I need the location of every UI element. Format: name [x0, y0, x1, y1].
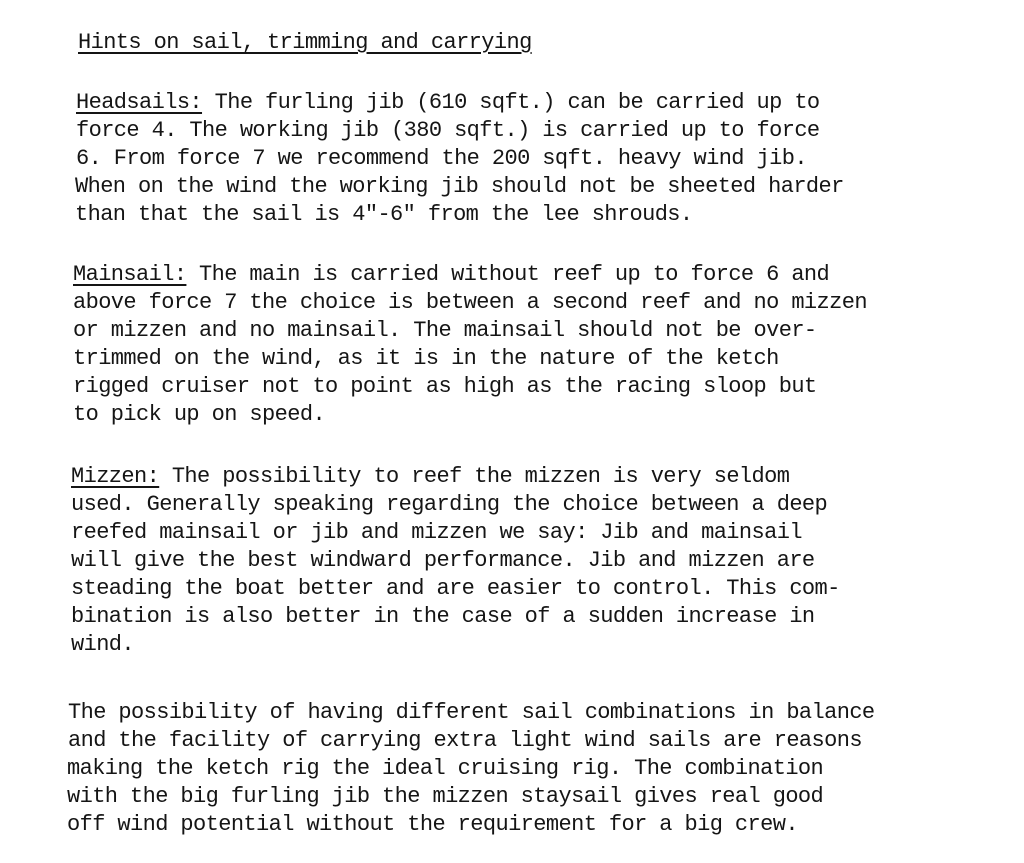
mainsail-heading: Mainsail:: [73, 262, 187, 287]
mainsail-line-6: to pick up on speed.: [73, 402, 326, 427]
mizzen-heading: Mizzen:: [71, 464, 160, 489]
mainsail-line-3: or mizzen and no mainsail. The mainsail should not be over-: [73, 318, 817, 343]
mizzen-line-5: steading the boat better and are easier to control. This com-: [71, 576, 840, 601]
closing-line-5: off wind potential without the requirement for a big crew.: [67, 812, 798, 837]
headsails-line-1: [76, 90, 820, 116]
mizzen-line-4: will give the best windward performance. Jib and mizzen are: [71, 548, 815, 573]
mizzen-line-7: wind.: [71, 632, 135, 657]
headsails-line-4: When on the wind the working jib should not be sheeted harder: [75, 174, 844, 199]
mainsail-line-1: [73, 262, 829, 288]
closing-line-4: with the big furling jib the mizzen staysail gives real good: [67, 784, 824, 809]
mizzen-line-2: used. Generally speaking regarding the choice between a deep: [71, 492, 828, 517]
mainsail-line-2: above force 7 the choice is between a second reef and no mizzen: [73, 290, 867, 315]
headsails-line-2: force 4. The working jib (380 sqft.) is carried up to force: [76, 118, 820, 143]
mainsail-line-5: rigged cruiser not to point as high as the racing sloop but: [73, 374, 817, 399]
mizzen-line-3: reefed mainsail or jib and mizzen we say: Jib and mainsail: [71, 520, 802, 545]
headsails-heading: Headsails:: [76, 90, 203, 115]
mainsail-text-1: The main is carried without reef up to force 6 and: [186, 262, 830, 287]
closing-line-1: The possibility of having different sail combinations in balance: [68, 700, 875, 725]
headsails-line-3: 6. From force 7 we recommend the 200 sqft. heavy wind jib.: [76, 146, 807, 171]
mainsail-line-4: trimmed on the wind, as it is in the nature of the ketch: [73, 346, 779, 371]
headsails-text-1: The furling jib (610 sqft.) can be carried up to: [202, 90, 820, 115]
mizzen-line-1: [71, 464, 789, 490]
closing-line-3: making the ketch rig the ideal cruising rig. The combination: [67, 756, 824, 781]
mizzen-text-1: The possibility to reef the mizzen is very seldom: [159, 464, 790, 489]
closing-line-2: and the facility of carrying extra light wind sails are reasons: [68, 728, 862, 753]
headsails-line-5: than that the sail is 4"-6" from the lee shrouds.: [75, 202, 693, 227]
document-title: Hints on sail, trimming and carrying: [78, 30, 532, 55]
mizzen-line-6: bination is also better in the case of a sudden increase in: [71, 604, 815, 629]
